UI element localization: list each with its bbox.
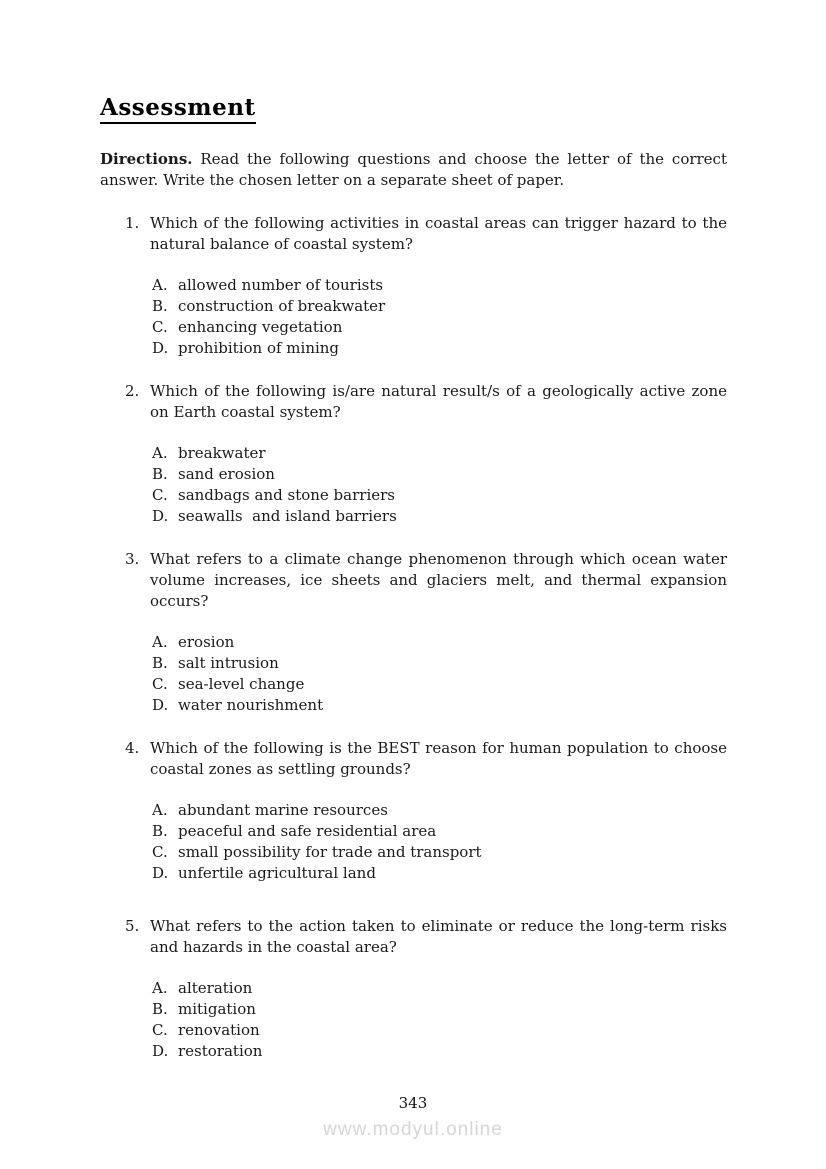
option-letter: C. bbox=[152, 675, 168, 693]
option-d bbox=[152, 338, 727, 359]
option-letter: D. bbox=[152, 1042, 169, 1060]
question-stem bbox=[125, 213, 727, 255]
option-text: water nourishment bbox=[178, 696, 324, 714]
option-letter: D. bbox=[152, 339, 169, 357]
question-stem bbox=[125, 916, 727, 958]
directions-label: Directions. bbox=[100, 150, 193, 168]
option-letter: C. bbox=[152, 486, 168, 504]
question-text: Which of the following is/are natural result/s of a geologically active zone on Earth coastal system? bbox=[150, 382, 727, 421]
watermark: www.modyul.online bbox=[323, 1119, 503, 1140]
option-text: alteration bbox=[178, 979, 253, 997]
option-text: restoration bbox=[178, 1042, 263, 1060]
directions-text: Read the following questions and choose the letter of the correct answer. Write the chosen letter on a separate sheet of paper. bbox=[100, 150, 727, 189]
option-text: salt intrusion bbox=[178, 654, 279, 672]
option-d bbox=[152, 1041, 727, 1062]
option-text: erosion bbox=[178, 633, 235, 651]
option-text: construction of breakwater bbox=[178, 297, 386, 315]
option-a bbox=[152, 800, 727, 821]
question-number: 3. bbox=[125, 550, 140, 568]
option-letter: D. bbox=[152, 507, 169, 525]
question-item-1 bbox=[125, 213, 727, 359]
option-c bbox=[152, 317, 727, 338]
option-letter: A. bbox=[152, 444, 168, 462]
option-letter: C. bbox=[152, 318, 168, 336]
option-text: prohibition of mining bbox=[178, 339, 340, 357]
question-number: 1. bbox=[125, 214, 140, 232]
option-letter: D. bbox=[152, 864, 169, 882]
question-number: 5. bbox=[125, 917, 140, 935]
option-a bbox=[152, 978, 727, 999]
question-item-5 bbox=[125, 916, 727, 1062]
option-d bbox=[152, 695, 727, 716]
option-c bbox=[152, 674, 727, 695]
option-list bbox=[152, 275, 727, 359]
option-text: mitigation bbox=[178, 1000, 256, 1018]
option-text: allowed number of tourists bbox=[178, 276, 384, 294]
option-a bbox=[152, 275, 727, 296]
question-stem bbox=[125, 381, 727, 423]
option-text: small possibility for trade and transport bbox=[178, 843, 482, 861]
question-list bbox=[100, 213, 727, 1062]
question-stem bbox=[125, 738, 727, 780]
option-text: enhancing vegetation bbox=[178, 318, 343, 336]
option-text: sea-level change bbox=[178, 675, 305, 693]
option-text: unfertile agricultural land bbox=[178, 864, 376, 882]
option-b bbox=[152, 999, 727, 1020]
question-number: 2. bbox=[125, 382, 140, 400]
option-list bbox=[152, 800, 727, 884]
question-item-3 bbox=[125, 549, 727, 716]
option-text: breakwater bbox=[178, 444, 266, 462]
option-a bbox=[152, 443, 727, 464]
option-b bbox=[152, 653, 727, 674]
option-text: seawalls and island barriers bbox=[178, 507, 397, 525]
option-letter: D. bbox=[152, 696, 169, 714]
option-b bbox=[152, 296, 727, 317]
option-d bbox=[152, 506, 727, 527]
option-letter: B. bbox=[152, 822, 168, 840]
option-letter: C. bbox=[152, 1021, 168, 1039]
option-list bbox=[152, 443, 727, 527]
option-d bbox=[152, 863, 727, 884]
option-letter: B. bbox=[152, 297, 168, 315]
page-number: 343 bbox=[398, 1094, 428, 1112]
option-letter: A. bbox=[152, 979, 168, 997]
option-text: sand erosion bbox=[178, 465, 275, 483]
question-number: 4. bbox=[125, 739, 140, 757]
option-letter: B. bbox=[152, 465, 168, 483]
question-text: Which of the following is the BEST reason for human population to choose coastal zones as settling grounds? bbox=[150, 739, 727, 778]
page-footer bbox=[0, 1093, 826, 1141]
question-item-4 bbox=[125, 738, 727, 884]
option-text: sandbags and stone barriers bbox=[178, 486, 395, 504]
option-a bbox=[152, 632, 727, 653]
question-text: What refers to a climate change phenomenon through which ocean water volume increases, ice sheets and glaciers melt, and thermal expansion occurs? bbox=[150, 550, 727, 610]
option-letter: B. bbox=[152, 1000, 168, 1018]
option-b bbox=[152, 821, 727, 842]
option-letter: B. bbox=[152, 654, 168, 672]
option-text: renovation bbox=[178, 1021, 260, 1039]
option-c bbox=[152, 1020, 727, 1041]
option-c bbox=[152, 842, 727, 863]
option-b bbox=[152, 464, 727, 485]
option-text: peaceful and safe residential area bbox=[178, 822, 437, 840]
option-list bbox=[152, 978, 727, 1062]
option-letter: A. bbox=[152, 801, 168, 819]
option-letter: A. bbox=[152, 276, 168, 294]
page-title bbox=[100, 94, 727, 121]
question-text: Which of the following activities in coastal areas can trigger hazard to the natural balance of coastal system? bbox=[150, 214, 727, 253]
question-text: What refers to the action taken to eliminate or reduce the long-term risks and hazards in the coastal area? bbox=[150, 917, 727, 956]
directions-paragraph bbox=[100, 149, 727, 191]
option-text: abundant marine resources bbox=[178, 801, 388, 819]
question-stem bbox=[125, 549, 727, 612]
option-letter: A. bbox=[152, 633, 168, 651]
option-c bbox=[152, 485, 727, 506]
option-list bbox=[152, 632, 727, 716]
option-letter: C. bbox=[152, 843, 168, 861]
page-title-text: Assessment bbox=[100, 94, 256, 124]
question-item-2 bbox=[125, 381, 727, 527]
